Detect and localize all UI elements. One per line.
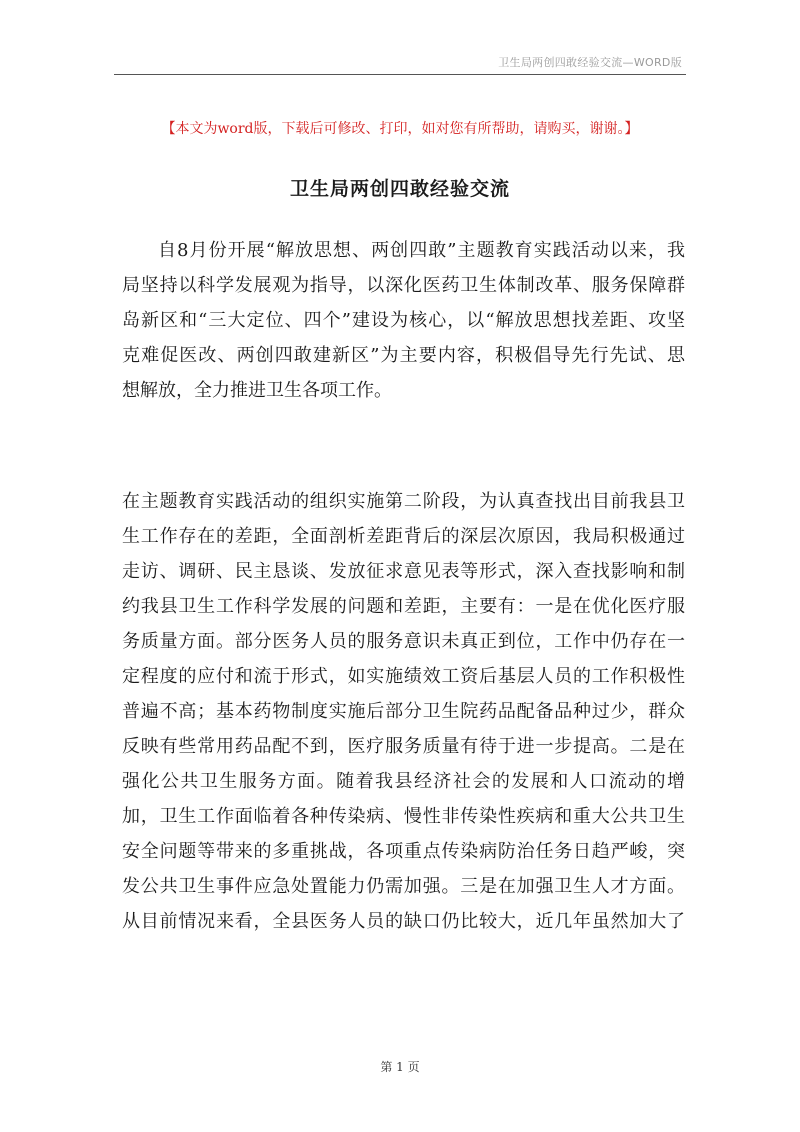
document-title: 卫生局两创四敢经验交流	[289, 178, 510, 200]
paragraph-line: 想解放，全力推进卫生各项工作。	[122, 380, 392, 401]
paragraph-line: 走访、调研、民主恳谈、发放征求意见表等形式，深入查找影响和制	[122, 561, 685, 582]
download-notice: 【本文为word版，下载后可修改、打印，如对您有所帮助，请购买，谢谢。】	[161, 121, 639, 137]
paragraph-line: 发公共卫生事件应急处置能力仍需加强。三是在加强卫生人才方面。	[122, 876, 685, 897]
running-header: 卫生局两创四敢经验交流—WORD版	[498, 56, 682, 69]
paragraph-line: 自8月份开展“解放思想、两创四敢”主题教育实践活动以来，我	[158, 240, 685, 261]
paragraph-line: 局坚持以科学发展观为指导，以深化医药卫生体制改革、服务保障群	[122, 275, 685, 296]
paragraph-line: 普遍不高；基本药物制度实施后部分卫生院药品配备品种过少，群众	[122, 701, 685, 722]
paragraph-2	[122, 484, 685, 939]
paragraph-line: 安全问题等带来的多重挑战，各项重点传染病防治任务日趋严峻，突	[122, 841, 685, 862]
paragraph-line: 务质量方面。部分医务人员的服务意识未真正到位，工作中仍存在一	[122, 631, 685, 652]
paragraph-line: 约我县卫生工作科学发展的问题和差距，主要有：一是在优化医疗服	[122, 596, 685, 617]
paragraph-line: 反映有些常用药品配不到，医疗服务质量有待于进一步提高。二是在	[122, 736, 685, 757]
page-number: 第 1 页	[380, 1060, 420, 1074]
paragraph-line: 定程度的应付和流于形式，如实施绩效工资后基层人员的工作积极性	[122, 666, 685, 687]
paragraph-1	[122, 233, 685, 408]
paragraph-line: 岛新区和“三大定位、四个”建设为核心，以“解放思想找差距、攻坚	[122, 310, 685, 331]
paragraph-line: 强化公共卫生服务方面。随着我县经济社会的发展和人口流动的增	[122, 771, 685, 792]
header-divider	[114, 74, 686, 75]
paragraph-line: 生工作存在的差距，全面剖析差距背后的深层次原因，我局积极通过	[122, 526, 685, 547]
paragraph-line: 从目前情况来看，全县医务人员的缺口仍比较大，近几年虽然加大了	[122, 911, 685, 932]
paragraph-line: 克难促医改、两创四敢建新区”为主要内容，积极倡导先行先试、思	[122, 345, 685, 366]
paragraph-line: 加，卫生工作面临着各种传染病、慢性非传染性疾病和重大公共卫生	[122, 806, 685, 827]
paragraph-line: 在主题教育实践活动的组织实施第二阶段，为认真查找出目前我县卫	[122, 491, 685, 512]
